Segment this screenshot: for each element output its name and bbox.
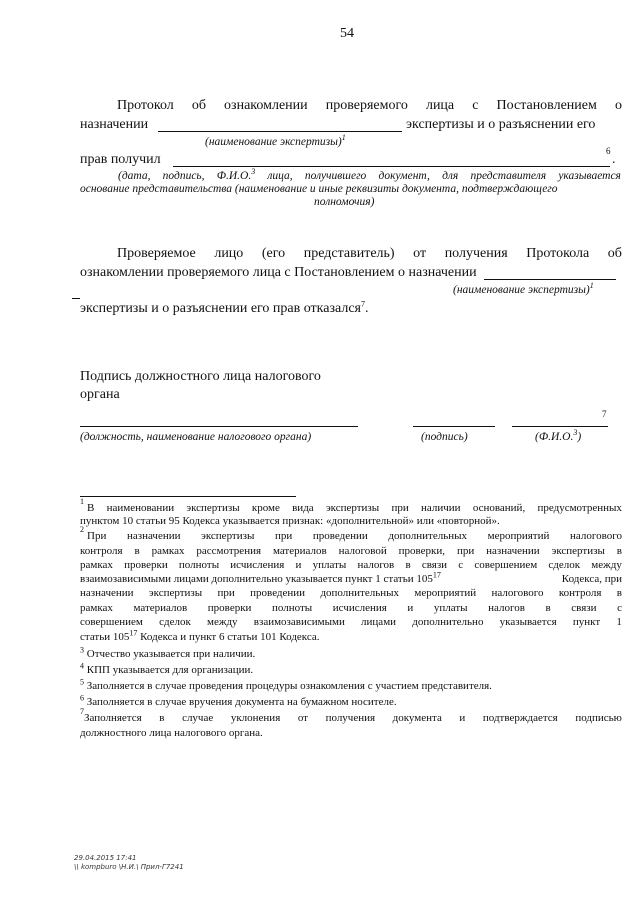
word: (его <box>261 246 286 261</box>
word: совершением <box>474 559 538 571</box>
signature-title-line-2: органа <box>80 387 120 402</box>
page-number: 54 <box>340 26 354 41</box>
sign-line <box>413 426 495 427</box>
refusal-line-3: экспертизы и о разъяснении его прав отказался$^7$. <box>80 299 369 316</box>
footnote-3: $^3$ Отчество указывается при наличии. <box>80 645 256 660</box>
word: Протокола <box>526 246 590 261</box>
word: лицами <box>361 616 397 628</box>
word: материалов <box>272 545 327 557</box>
refusal-line-2: ознакомлении проверяемого лица с Постановлением о назначении <box>80 265 477 280</box>
word: контроля <box>80 545 123 557</box>
footnote-2-line-6 <box>80 602 622 615</box>
word: экспертизы <box>186 502 240 514</box>
caption-recipient-line-3: полномочия) <box>314 196 375 208</box>
word: уплаты <box>312 559 347 571</box>
signature-title-line-1: Подпись должностного лица налогового <box>80 369 321 384</box>
caption-expertise-name: (наименование экспертизы)$^1$ <box>205 133 346 148</box>
footnote-1-line-1: 1 В наименовании экспертизы кроме вида экспертизы при наличии оснований, предусмотренных <box>80 497 622 514</box>
footnote-2-line-3 <box>80 559 622 572</box>
word: вида <box>292 502 314 514</box>
word: проверки <box>207 602 252 614</box>
expertise-name-line <box>158 131 402 132</box>
word: рамках <box>80 559 113 571</box>
word: налогового <box>570 530 622 542</box>
word: между <box>207 616 238 628</box>
footnote-1-line-2: пунктом 10 статьи 95 Кодекса указывается признак: «дополнительной» или «повторной». <box>80 515 500 527</box>
caption-position: (должность, наименование налогового органа) <box>80 431 312 443</box>
footnote-2-line-2 <box>80 545 622 558</box>
word: мероприятий <box>414 587 477 599</box>
word: совершением <box>80 616 143 628</box>
word: назначении <box>80 587 134 599</box>
protocol-line-2-right: экспертизы и о разъяснении его <box>406 117 596 132</box>
word: налоговой <box>338 545 387 557</box>
caption-refusal-expertise: (наименование экспертизы)$^1$ <box>453 281 594 296</box>
word: проверки, <box>398 545 446 557</box>
word: связи <box>421 559 448 571</box>
word: с <box>617 602 622 614</box>
word: проведении <box>250 587 306 599</box>
word: документа <box>392 712 442 724</box>
footnote-7-line-1: 7 Заполняется в случае уклонения от получения документа и подтверждается подписью <box>80 707 622 724</box>
caption-recipient-line-1: (дата, подпись, Ф.И.О.$^3$ лица, получившего документ, для представителя указывается <box>118 167 621 182</box>
word: с <box>458 559 464 571</box>
footnote-ref-7-signature: 7 <box>602 409 607 419</box>
footnote-ref-6: 6 <box>606 146 611 156</box>
word: назначении <box>486 545 540 557</box>
word: уклонения <box>230 712 281 724</box>
protocol-line-3-end: . <box>612 152 616 167</box>
word: в <box>159 712 165 724</box>
word: экспертизы <box>325 502 380 514</box>
word: исчисления <box>332 602 387 614</box>
word: налогов <box>488 602 525 614</box>
footnote-4: $^4$ КПП указывается для организации. <box>80 661 254 676</box>
word: в <box>616 587 622 599</box>
word: от <box>297 712 308 724</box>
word: Заполняется <box>84 712 142 724</box>
word: назначении <box>126 530 181 542</box>
footnote-2-line-7 <box>80 616 622 629</box>
word: получения <box>325 712 376 724</box>
word: экспертизы <box>201 530 255 542</box>
word: случае <box>182 712 214 724</box>
word: взаимозависимыми <box>253 616 345 628</box>
word: и <box>407 602 414 614</box>
protocol-line-3-left: прав получил <box>80 152 161 167</box>
footnote-2-line-8: статьи $105^{17}$ Кодекса и пункт 6 статьи 101 Кодекса. <box>80 628 320 643</box>
word: кроме <box>251 502 280 514</box>
word: уплаты <box>433 602 468 614</box>
caption-recipient-line-2: основание представительства (наименование и иные реквизиты документа, подтверждающего <box>80 183 558 195</box>
word: в <box>405 559 411 571</box>
footnote-2-line-5 <box>80 587 622 600</box>
word: сделок <box>159 616 191 628</box>
word: подтверждается <box>482 712 558 724</box>
word: экспертизы <box>148 587 203 599</box>
word: При <box>87 530 107 542</box>
protocol-line-2-left: назначении <box>80 117 149 132</box>
word: налогов <box>357 559 395 571</box>
word: при <box>456 545 475 557</box>
refusal-line-1 <box>117 246 622 262</box>
print-stamp-path: \\ kompburo \Н.И.\ Прил-Г7241 <box>74 863 184 871</box>
word: при <box>217 587 235 599</box>
word: контроля <box>558 587 602 599</box>
word: об <box>607 246 622 261</box>
word: Проверяемое <box>117 246 196 261</box>
word: получения <box>444 246 508 261</box>
word: проведении <box>312 530 368 542</box>
word: об <box>191 98 206 113</box>
word: оснований, <box>472 502 526 514</box>
position-line <box>80 426 358 427</box>
word: дополнительных <box>320 587 400 599</box>
footnote-5: $^5$ Заполняется в случае проведения процедуры ознакомления с участием представителя. <box>80 677 492 692</box>
word: между <box>591 559 622 571</box>
word: в <box>545 602 551 614</box>
word: и <box>459 712 466 724</box>
recipient-line <box>173 166 610 167</box>
word: при <box>391 502 409 514</box>
word: Протокол <box>117 98 174 113</box>
refusal-margin-line <box>72 298 80 299</box>
word: рамках <box>80 602 113 614</box>
word: материалов <box>133 602 188 614</box>
word: полноты <box>272 602 313 614</box>
caption-fio: (Ф.И.О.$^3$) <box>535 428 582 443</box>
word: наименовании <box>106 502 175 514</box>
word: мероприятий <box>487 530 550 542</box>
word: исчисления <box>230 559 285 571</box>
word: в <box>616 545 622 557</box>
refusal-expertise-line <box>484 279 616 280</box>
word: проверяемого <box>325 98 408 113</box>
word: подписью <box>575 712 622 724</box>
word: экспертизы <box>551 545 605 557</box>
word: указывается <box>499 616 557 628</box>
word: полноты <box>178 559 220 571</box>
word: лица <box>425 98 455 113</box>
footnote-separator <box>80 496 296 497</box>
word: Постановлением <box>496 98 597 113</box>
word: пункт <box>572 616 601 628</box>
fio-line <box>512 426 608 427</box>
word: налогового <box>491 587 544 599</box>
word: от <box>413 246 427 261</box>
footnote-6: $^6$ Заполняется в случае вручения документа на бумажном носителе. <box>80 693 397 708</box>
word: В <box>87 502 95 514</box>
protocol-line-1 <box>117 98 622 114</box>
print-stamp-date: 29.04.2015 17:41 <box>74 854 137 862</box>
word: рамках <box>151 545 185 557</box>
word: ознакомлении <box>224 98 308 113</box>
footnote-2-line-1: 2 При назначении экспертизы при проведении дополнительных мероприятий налогового <box>80 525 622 542</box>
word: 1 <box>616 616 622 628</box>
word: в <box>134 545 140 557</box>
word: представитель) <box>303 246 395 261</box>
word: сделок <box>548 559 581 571</box>
word: связи <box>571 602 597 614</box>
caption-sign: (подпись) <box>421 431 468 443</box>
word: рассмотрения <box>196 545 262 557</box>
word: лицо <box>214 246 244 261</box>
word: наличии <box>420 502 461 514</box>
word: предусмотренных <box>537 502 622 514</box>
word: дополнительных <box>388 530 467 542</box>
word: с <box>472 98 479 113</box>
word: дополнительно <box>412 616 484 628</box>
word: о <box>614 98 622 113</box>
footnote-2-line-4: взаимозависимыми лицами дополнительно указывается пункт 1 статьи $105^{17}$ Кодекса, при <box>80 570 622 585</box>
word: при <box>274 530 293 542</box>
word: проверки <box>124 559 168 571</box>
footnote-7-line-2: должностного лица налогового органа. <box>80 727 263 739</box>
word: и <box>295 559 302 571</box>
